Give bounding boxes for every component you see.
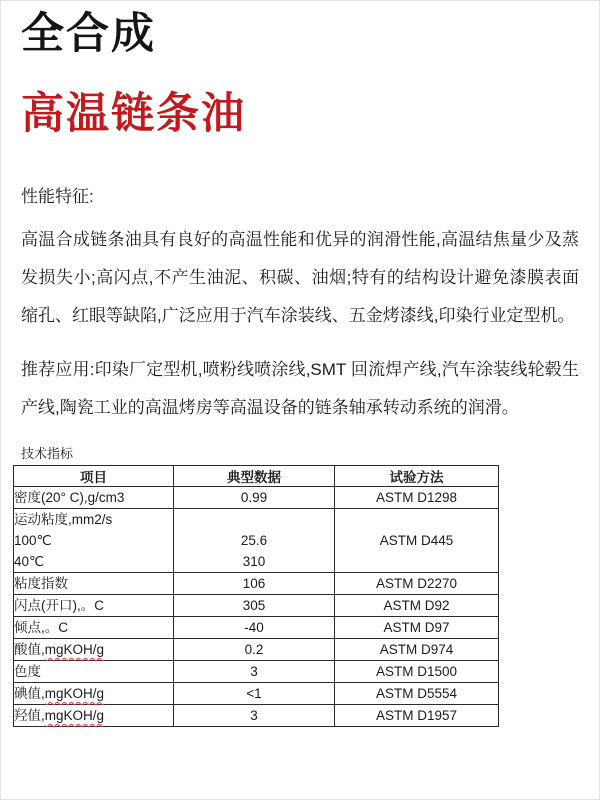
cell-typical-value: <1 — [174, 683, 335, 705]
column-header-typical-data: 典型数据 — [174, 466, 335, 487]
cell-item: 酸值,mgKOH/g — [14, 639, 174, 661]
cell-test-method: ASTM D5554 — [335, 683, 499, 705]
table-row — [14, 573, 499, 595]
table-row — [14, 487, 499, 509]
column-header-test-method: 试验方法 — [335, 466, 499, 487]
cell-typical-value: 0.2 — [174, 639, 335, 661]
cell-typical-value: 106 — [174, 573, 335, 595]
cell-test-method: ASTM D97 — [335, 617, 499, 639]
table-row — [14, 509, 499, 573]
cell-test-method: ASTM D1500 — [335, 661, 499, 683]
cell-typical-value: 25.6 310 — [174, 509, 335, 573]
spec-table-body — [14, 487, 499, 727]
applications-paragraph: 推荐应用:印染厂定型机,喷粉线喷涂线,SMT 回流焊产线,汽车涂装线轮毂生产线,陶瓷工业的高温烤房等高温设备的链条轴承转动系统的润滑。 — [21, 360, 579, 417]
column-header-item: 项目 — [14, 466, 174, 487]
cell-test-method: ASTM D92 — [335, 595, 499, 617]
cell-test-method: ASTM D974 — [335, 639, 499, 661]
table-row — [14, 617, 499, 639]
cell-typical-value: 3 — [174, 661, 335, 683]
table-row — [14, 705, 499, 727]
performance-section-heading: 性能特征: — [21, 187, 94, 206]
cell-item: 倾点,。C — [14, 617, 174, 639]
cell-item: 密度(20° C),g/cm3 — [14, 487, 174, 509]
page-title-primary: 全合成 — [21, 10, 156, 58]
cell-typical-value: 305 — [174, 595, 335, 617]
table-row — [14, 661, 499, 683]
performance-paragraph: 高温合成链条油具有良好的高温性能和优异的润滑性能,高温结焦量少及蒸发损失小;高闪点,不产生油泥、积碳、油烟;特有的结构设计避免漆膜表面缩孔、红眼等缺陷,广泛应用于汽车涂装线、五金烤漆线,印染行业定型机。 — [21, 230, 579, 325]
cell-item: 碘值,mgKOH/g — [14, 683, 174, 705]
cell-test-method: ASTM D1298 — [335, 487, 499, 509]
cell-item: 粘度指数 — [14, 573, 174, 595]
cell-item: 闪点(开口),。C — [14, 595, 174, 617]
spec-table-caption: 技术指标 — [21, 446, 74, 461]
cell-test-method: ASTM D1957 — [335, 705, 499, 727]
cell-test-method: ASTM D2270 — [335, 573, 499, 595]
table-row — [14, 595, 499, 617]
spec-table — [13, 465, 499, 727]
cell-item: 色度 — [14, 661, 174, 683]
cell-item: 运动粘度,mm2/s 100℃ 40℃ — [14, 509, 174, 573]
cell-test-method: ASTM D445 — [335, 509, 499, 573]
cell-typical-value: -40 — [174, 617, 335, 639]
table-row — [14, 683, 499, 705]
cell-typical-value: 0.99 — [174, 487, 335, 509]
cell-typical-value: 3 — [174, 705, 335, 727]
spec-table-header-row — [14, 466, 499, 487]
cell-item: 羟值,mgKOH/g — [14, 705, 174, 727]
page-title-product: 高温链条油 — [21, 90, 246, 138]
table-row — [14, 639, 499, 661]
